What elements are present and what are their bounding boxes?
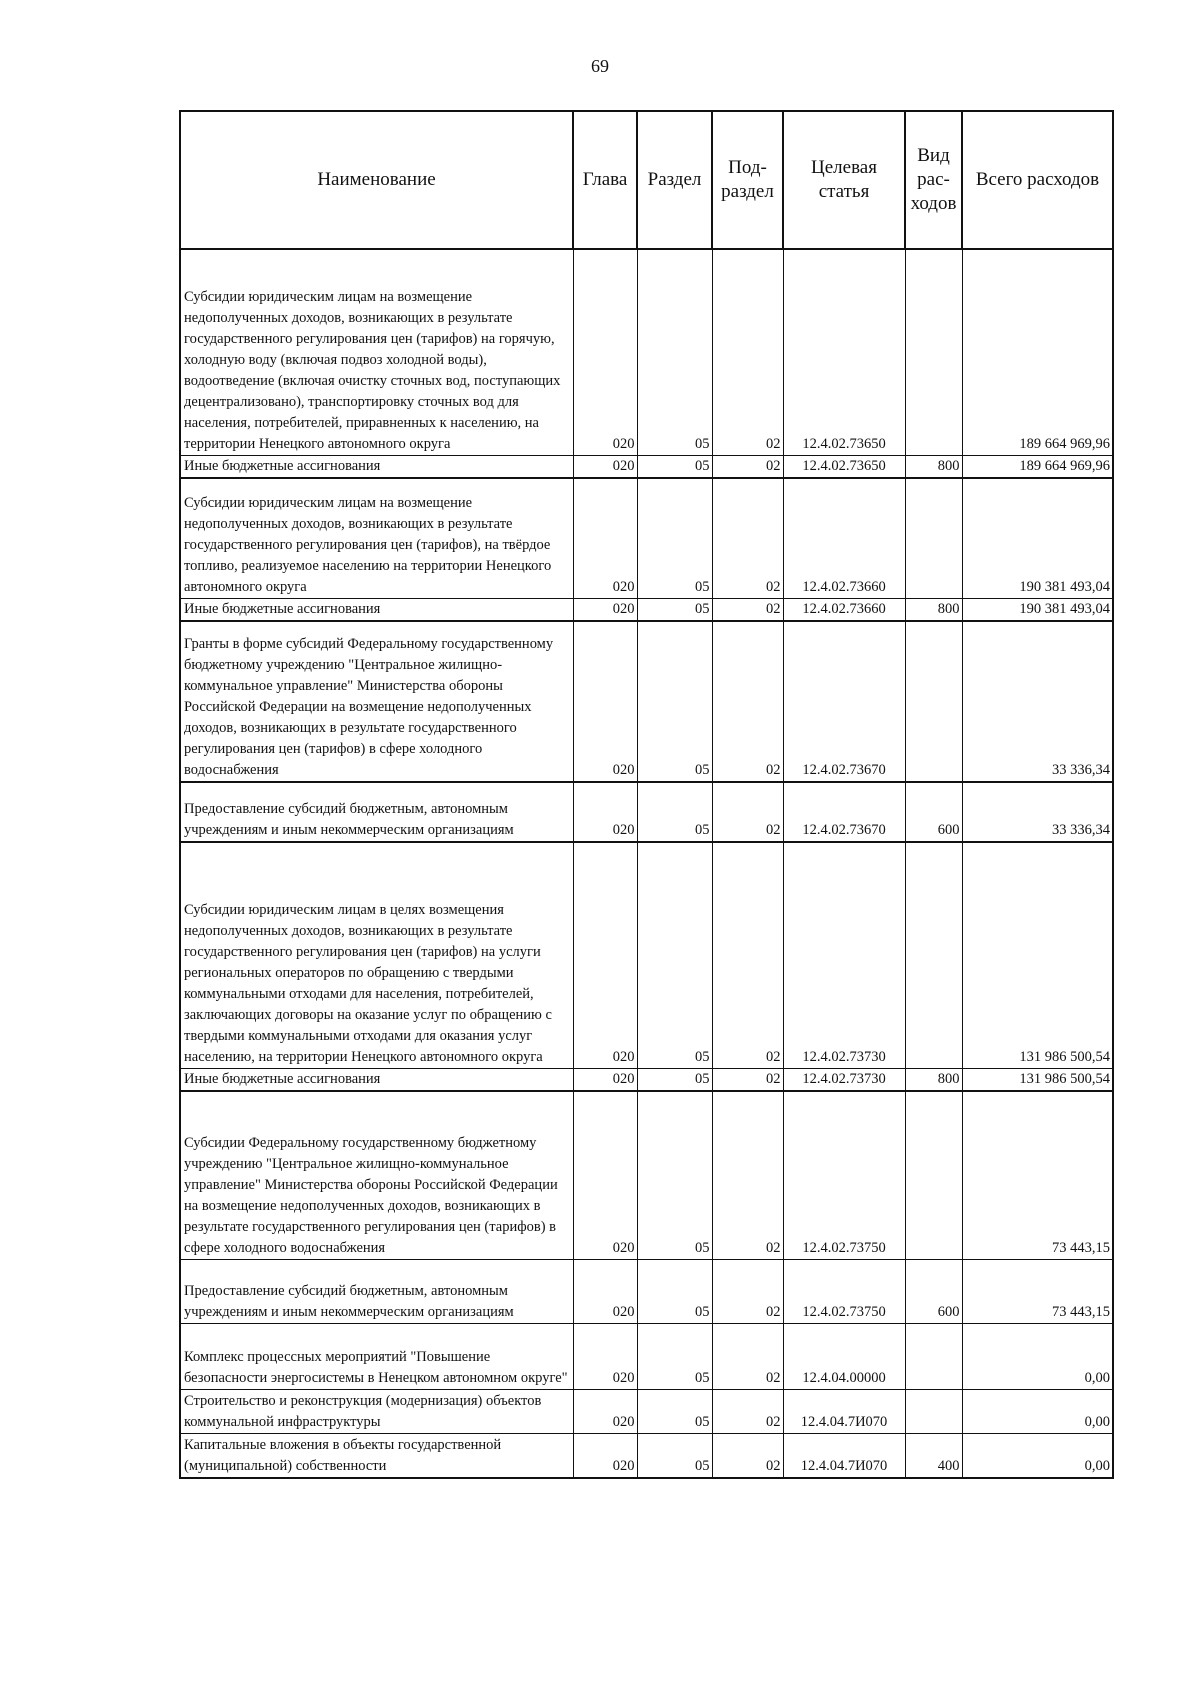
cell-celevaya-statya: 12.4.02.73650 bbox=[783, 249, 905, 455]
cell-name: Капитальные вложения в объекты государственной (муниципальной) собственности bbox=[180, 1434, 573, 1478]
cell-vid-raskhodov: 400 bbox=[905, 1434, 962, 1478]
cell-razdel: 05 bbox=[637, 478, 712, 599]
cell-glava: 020 bbox=[573, 1324, 637, 1390]
cell-glava: 020 bbox=[573, 1260, 637, 1324]
table-row bbox=[180, 842, 1113, 1068]
cell-podrazdel: 02 bbox=[712, 455, 783, 478]
cell-podrazdel: 02 bbox=[712, 249, 783, 455]
cell-celevaya-statya: 12.4.02.73660 bbox=[783, 478, 905, 599]
table-row bbox=[180, 621, 1113, 782]
cell-total: 190 381 493,04 bbox=[962, 478, 1113, 599]
cell-vid-raskhodov bbox=[905, 249, 962, 455]
cell-podrazdel: 02 bbox=[712, 1434, 783, 1478]
cell-celevaya-statya: 12.4.02.73650 bbox=[783, 455, 905, 478]
cell-celevaya-statya: 12.4.02.73730 bbox=[783, 1068, 905, 1091]
cell-razdel: 05 bbox=[637, 249, 712, 455]
cell-name: Комплекс процессных мероприятий "Повышение безопасности энергосистемы в Ненецком автономном округе" bbox=[180, 1324, 573, 1390]
header-razdel: Раздел bbox=[637, 111, 712, 249]
table-row bbox=[180, 1324, 1113, 1390]
header-name: Наименование bbox=[180, 111, 573, 249]
cell-podrazdel: 02 bbox=[712, 782, 783, 842]
cell-glava: 020 bbox=[573, 782, 637, 842]
page-number: 69 bbox=[591, 56, 609, 76]
cell-podrazdel: 02 bbox=[712, 1390, 783, 1434]
cell-celevaya-statya: 12.4.02.73750 bbox=[783, 1260, 905, 1324]
cell-podrazdel: 02 bbox=[712, 842, 783, 1068]
cell-total: 73 443,15 bbox=[962, 1091, 1113, 1260]
cell-podrazdel: 02 bbox=[712, 1068, 783, 1091]
cell-name: Субсидии Федеральному государственному бюджетному учреждению "Центральное жилищно-коммунальное управление" Министерства обороны Российской Федерации на возмещение недополученных доходов, возникающих в результате государственного регулирования цен (тарифов) в сфере холодного водоснабжения bbox=[180, 1091, 573, 1260]
table-row bbox=[180, 1390, 1113, 1434]
cell-name: Субсидии юридическим лицам на возмещение недополученных доходов, возникающих в результате государственного регулирования цен (тарифов), на твёрдое топливо, реализуемое населению на территории Ненецкого автономного округа bbox=[180, 478, 573, 599]
cell-name: Иные бюджетные ассигнования bbox=[180, 455, 573, 478]
cell-vid-raskhodov bbox=[905, 621, 962, 782]
cell-podrazdel: 02 bbox=[712, 599, 783, 622]
cell-vid-raskhodov: 800 bbox=[905, 599, 962, 622]
cell-name: Субсидии юридическим лицам на возмещение недополученных доходов, возникающих в результате государственного регулирования цен (тарифов) на горячую, холодную воду (включая подвоз холодной воды), водоотведение (включая очистку сточных вод, поступающих децентрализовано), транспортировку сточных вод для населения, потребителей, приравненных к населению, на территории Ненецкого автономного округа bbox=[180, 249, 573, 455]
cell-total: 131 986 500,54 bbox=[962, 1068, 1113, 1091]
table-header-row bbox=[180, 111, 1113, 249]
cell-vid-raskhodov bbox=[905, 842, 962, 1068]
cell-glava: 020 bbox=[573, 1390, 637, 1434]
cell-vid-raskhodov: 600 bbox=[905, 1260, 962, 1324]
cell-glava: 020 bbox=[573, 478, 637, 599]
header-celevaya-statya: Целевая статья bbox=[783, 111, 905, 249]
cell-celevaya-statya: 12.4.02.73660 bbox=[783, 599, 905, 622]
cell-vid-raskhodov bbox=[905, 1324, 962, 1390]
cell-razdel: 05 bbox=[637, 1091, 712, 1260]
cell-podrazdel: 02 bbox=[712, 1324, 783, 1390]
cell-podrazdel: 02 bbox=[712, 1260, 783, 1324]
cell-name: Предоставление субсидий бюджетным, автономным учреждениям и иным некоммерческим организациям bbox=[180, 1260, 573, 1324]
cell-glava: 020 bbox=[573, 1091, 637, 1260]
cell-glava: 020 bbox=[573, 455, 637, 478]
cell-celevaya-statya: 12.4.04.7И070 bbox=[783, 1434, 905, 1478]
cell-name: Иные бюджетные ассигнования bbox=[180, 1068, 573, 1091]
cell-celevaya-statya: 12.4.04.7И070 bbox=[783, 1390, 905, 1434]
cell-vid-raskhodov: 800 bbox=[905, 455, 962, 478]
table-row bbox=[180, 1091, 1113, 1260]
header-podrazdel: Под- раздел bbox=[712, 111, 783, 249]
table-row bbox=[180, 1260, 1113, 1324]
cell-celevaya-statya: 12.4.02.73750 bbox=[783, 1091, 905, 1260]
cell-razdel: 05 bbox=[637, 1390, 712, 1434]
table-row bbox=[180, 782, 1113, 842]
cell-razdel: 05 bbox=[637, 1324, 712, 1390]
cell-total: 33 336,34 bbox=[962, 782, 1113, 842]
cell-podrazdel: 02 bbox=[712, 478, 783, 599]
cell-razdel: 05 bbox=[637, 1260, 712, 1324]
cell-name: Субсидии юридическим лицам в целях возмещения недополученных доходов, возникающих в результате государственного регулирования цен (тарифов) на услуги региональных операторов по обращению с твердыми коммунальными отходами для населения, потребителей, заключающих договоры на оказание услуг по обращению с твердыми коммунальными отходами для оказания услуг населению, на территории Ненецкого автономного округа bbox=[180, 842, 573, 1068]
cell-vid-raskhodov: 600 bbox=[905, 782, 962, 842]
table-row bbox=[180, 478, 1113, 599]
cell-razdel: 05 bbox=[637, 599, 712, 622]
cell-celevaya-statya: 12.4.02.73670 bbox=[783, 621, 905, 782]
cell-glava: 020 bbox=[573, 621, 637, 782]
cell-total: 0,00 bbox=[962, 1390, 1113, 1434]
header-glava: Глава bbox=[573, 111, 637, 249]
cell-glava: 020 bbox=[573, 1068, 637, 1091]
cell-podrazdel: 02 bbox=[712, 1091, 783, 1260]
cell-glava: 020 bbox=[573, 842, 637, 1068]
cell-total: 189 664 969,96 bbox=[962, 455, 1113, 478]
cell-total: 131 986 500,54 bbox=[962, 842, 1113, 1068]
cell-razdel: 05 bbox=[637, 1068, 712, 1091]
header-vid-raskhodov: Вид рас- ходов bbox=[905, 111, 962, 249]
cell-glava: 020 bbox=[573, 599, 637, 622]
table-row bbox=[180, 1068, 1113, 1091]
cell-razdel: 05 bbox=[637, 1434, 712, 1478]
cell-name: Строительство и реконструкция (модернизация) объектов коммунальной инфраструктуры bbox=[180, 1390, 573, 1434]
cell-glava: 020 bbox=[573, 249, 637, 455]
cell-razdel: 05 bbox=[637, 842, 712, 1068]
cell-total: 33 336,34 bbox=[962, 621, 1113, 782]
cell-total: 190 381 493,04 bbox=[962, 599, 1113, 622]
cell-celevaya-statya: 12.4.02.73730 bbox=[783, 842, 905, 1068]
cell-vid-raskhodov: 800 bbox=[905, 1068, 962, 1091]
cell-total: 0,00 bbox=[962, 1434, 1113, 1478]
cell-total: 0,00 bbox=[962, 1324, 1113, 1390]
cell-celevaya-statya: 12.4.02.73670 bbox=[783, 782, 905, 842]
cell-name: Гранты в форме субсидий Федеральному государственному бюджетному учреждению "Центральное жилищно-коммунальное управление" Министерства обороны Российской Федерации на возмещение недополученных доходов, возникающих в результате государственного регулирования цен (тарифов) в сфере холодного водоснабжения bbox=[180, 621, 573, 782]
table-row bbox=[180, 455, 1113, 478]
cell-razdel: 05 bbox=[637, 621, 712, 782]
cell-name: Иные бюджетные ассигнования bbox=[180, 599, 573, 622]
table-row bbox=[180, 1434, 1113, 1478]
budget-table bbox=[179, 110, 1114, 1479]
header-total: Всего расходов bbox=[962, 111, 1113, 249]
cell-vid-raskhodov bbox=[905, 478, 962, 599]
cell-podrazdel: 02 bbox=[712, 621, 783, 782]
cell-razdel: 05 bbox=[637, 455, 712, 478]
cell-total: 189 664 969,96 bbox=[962, 249, 1113, 455]
cell-name: Предоставление субсидий бюджетным, автономным учреждениям и иным некоммерческим организациям bbox=[180, 782, 573, 842]
cell-vid-raskhodov bbox=[905, 1091, 962, 1260]
table-row bbox=[180, 249, 1113, 455]
cell-total: 73 443,15 bbox=[962, 1260, 1113, 1324]
table-row bbox=[180, 599, 1113, 622]
cell-razdel: 05 bbox=[637, 782, 712, 842]
cell-glava: 020 bbox=[573, 1434, 637, 1478]
cell-vid-raskhodov bbox=[905, 1390, 962, 1434]
cell-celevaya-statya: 12.4.04.00000 bbox=[783, 1324, 905, 1390]
